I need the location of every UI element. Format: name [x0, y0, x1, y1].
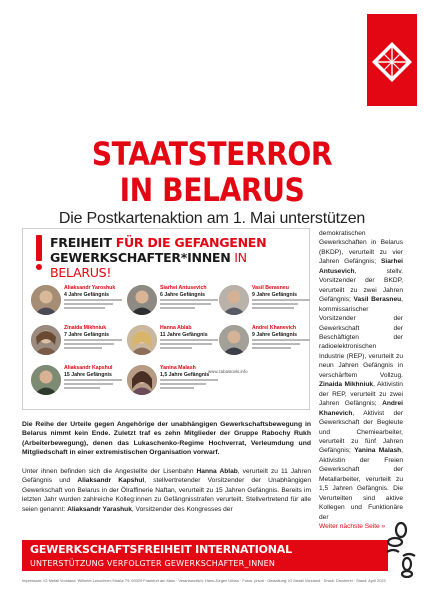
- exclamation-icon: [34, 235, 44, 271]
- right-text: , Aktivistin der REP, verurteilt zu zwei Jahren Gefängnis;: [319, 381, 403, 408]
- footer-banner: [22, 540, 388, 571]
- lead-paragraph: Die Reihe der Urteile gegen Angehörige der unabhängigen Gewerkschaftsbewegung in Belarus nimmt kein Ende. Zuletzt traf es zehn Mitglieder der Gruppe Rabochy Rukh (Arbeiterbewegung), denen das Lukaschenko-Regime Hochverrat, Verleumdung und Mitgliedschaft in einer extremistischen Organisation vorwarf.: [22, 421, 311, 457]
- portrait-photo: [219, 325, 249, 355]
- prisoner-description: [64, 339, 122, 355]
- prisoner-term: 9 Jahre Gefängnis: [252, 292, 297, 298]
- igm-logo-icon: [367, 14, 417, 106]
- prisoner-card: [31, 285, 123, 323]
- body-name-yarashuk: Aliaksandr Yarashuk: [67, 505, 132, 513]
- right-text: , Aktivist der Gewerkschaft der Begleute und Chemiearbeiter, verurteilt zu fünf Jahren Gefängnis;: [319, 409, 403, 455]
- body-name-kapshul: Aliaksandr Kapshul: [77, 477, 145, 485]
- right-name-berasneu: Vasil Berasneu: [353, 296, 402, 304]
- portrait-photo: [31, 285, 61, 315]
- prisoner-name: Yanina Malash: [160, 365, 196, 371]
- prisoner-name: Siarhei Antusevich: [160, 285, 207, 291]
- prisoner-term: 6 Jahre Gefängnis: [160, 292, 205, 298]
- postcard-title-fuer-die: FÜR DIE: [111, 235, 175, 250]
- prisoner-description: [160, 299, 218, 315]
- portrait-photo: [127, 325, 157, 355]
- headline: [0, 136, 424, 208]
- right-name-mikhniuk: Zinaida Mikhniuk: [319, 381, 374, 389]
- right-text: , kommissarischer Vorsitzender der Gewerkschaft der Beschäftigten der radioelektronischen Industrie (REP), verurteilt zu neun Jahren Gefängnis in verschärftem Vollzug.: [319, 296, 403, 379]
- prisoner-term: 4 Jahre Gefängnis: [64, 292, 109, 298]
- right-text: , Aktivistin der Freien Gewerkschaft der Metallarbeiter, verurteilt zu 1,5 Jahren Gefängnis. Die Verurteilten sind aktive Kollegen und Funktionäre der: [319, 447, 403, 521]
- igm-logo: [367, 14, 417, 106]
- prisoner-card: [127, 285, 219, 323]
- prisoner-description: [64, 379, 122, 395]
- headline-line-2: IN BELARUS: [119, 171, 305, 209]
- right-column-text: [319, 229, 403, 532]
- prisoner-term: 11 Jahre Gefängnis: [160, 332, 208, 338]
- portrait-photo: [31, 325, 61, 355]
- banner-title: GEWERKSCHAFTSFREIHEIT INTERNATIONAL: [30, 543, 292, 556]
- portrait-photo: [31, 365, 61, 395]
- prisoner-name: Aliaksandr Yaroshuk: [64, 285, 116, 291]
- prisoner-name: Andrei Khanevich: [252, 325, 297, 331]
- prisoner-name: Hanna Ablab: [160, 325, 192, 331]
- portrait-photo: [219, 285, 249, 315]
- postcard-url: www.zabastovki.info: [208, 369, 248, 374]
- prisoner-description: [160, 379, 218, 395]
- subtitle: Die Postkartenaktion am 1. Mai unterstützen: [58, 210, 366, 227]
- portrait-photo: [127, 365, 157, 395]
- portrait-photo: [127, 285, 157, 315]
- prisoner-name: Vasil Berasneu: [252, 285, 289, 291]
- prisoner-name: Aliaksandr Kapshul: [64, 365, 113, 371]
- body-paragraph: [22, 467, 311, 514]
- prisoner-card: [127, 325, 219, 363]
- prisoner-card: [31, 325, 123, 363]
- right-name-malash: Yanina Malash: [354, 447, 402, 455]
- prisoner-term: 9 Jahre Gefängnis: [252, 332, 297, 338]
- body-text: , stellvertretender Vorsitzender der Unabhängigen Gewerkschaft von Belarus in der Ölraffinerie Naftan, verurteilt zu 15 Jahren Gefängnis. Bereits im letzten Jahr wurden zahlreiche Kolleg:innen zu Gefängnisstrafen verurteilt. Stellvertretend für alle seien genannt:: [22, 477, 311, 513]
- body-text: , verurteilt zu 11 Jahren Gefängnis und: [22, 468, 311, 485]
- body-name-ablab: Hanna Ablab: [196, 468, 238, 475]
- right-text: , stellv. Vorsitzender der BKDP, verurteilt zu zwei Jahren Gefängnis;: [319, 267, 403, 304]
- postcard-title-in-belarus: IN BELARUS!: [50, 250, 247, 280]
- body-text: , Vorsitzender des Kongresses der: [131, 505, 233, 513]
- postcard-title: [50, 235, 309, 280]
- headline-line-1: STAATSTERROR: [91, 135, 333, 173]
- prisoner-name: Zinaida Mikhniuk: [64, 325, 107, 331]
- prisoner-card: [219, 285, 311, 323]
- postcard-title-freiheit: FREIHEIT: [50, 235, 112, 250]
- right-name-antusevich: Siarhei Antusevich: [319, 258, 403, 275]
- imprint: Impressum: IG Metall Vorstand, Wilhelm-Leuschner-Straße 79, 60329 Frankfurt am Main · Verantwortlich: Hans-Jürgen Urban · Fotos: privat · Gestaltung: IG Metall Vorstand · Druck: Druckerei · Stand: April 2023: [22, 578, 386, 583]
- prisoner-description: [252, 299, 310, 315]
- banner-subtitle: UNTERSTÜTZUNG VERFOLGTER GEWERKSCHAFTER_INNEN: [30, 559, 276, 568]
- prisoner-card: [219, 325, 311, 363]
- right-name-khanevich: Andrei Khanevich: [319, 400, 403, 417]
- right-text: demokratischen Gewerkschaften in Belarus (BKDP), verurteilt zu vier Jahren Gefängnis;: [319, 230, 403, 266]
- prisoner-term: 15 Jahre Gefängnis: [64, 372, 112, 378]
- prisoner-description: [64, 299, 122, 315]
- next-page-link[interactable]: Weiter nächste Seite »: [319, 523, 386, 531]
- prisoner-card: [31, 365, 123, 403]
- prisoner-description: [252, 339, 310, 355]
- prisoner-term: 7 Jahre Gefängnis: [64, 332, 109, 338]
- postcard-title-gefangenen: GEFANGENEN: [174, 235, 267, 250]
- broken-chain-icon: [383, 522, 419, 578]
- postcard-title-gewerkschafter: GEWERKSCHAFTER*INNEN: [50, 250, 231, 265]
- postcard-image: [22, 228, 310, 410]
- prisoner-term: 1,5 Jahre Gefängnis: [160, 372, 210, 378]
- prisoner-description: [160, 339, 218, 355]
- prisoner-card: [127, 365, 219, 403]
- body-text: Unter ihnen befinden sich die Angestellte der Lisenbahn: [22, 468, 197, 475]
